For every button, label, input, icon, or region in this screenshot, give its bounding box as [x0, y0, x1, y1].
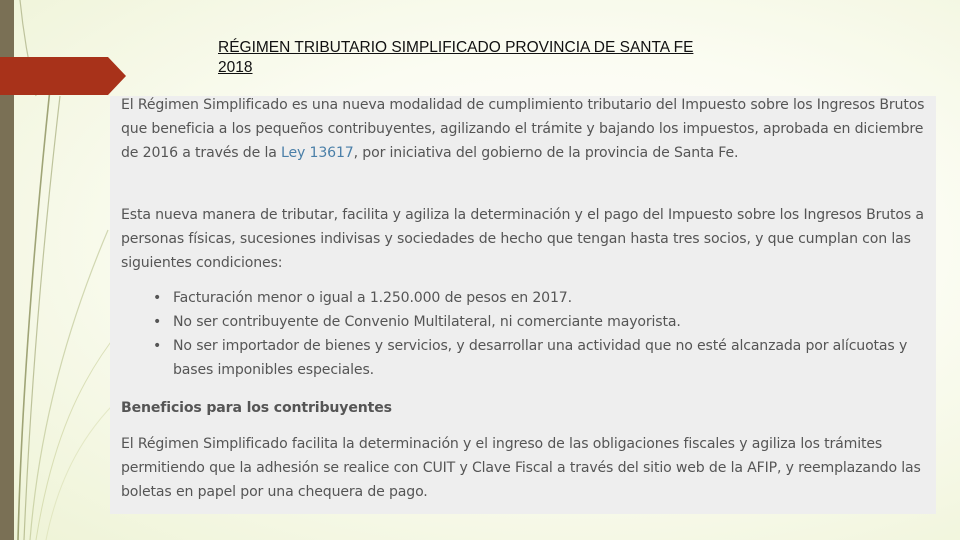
benefits-heading: Beneficios para los contribuyentes	[121, 400, 392, 416]
intro-text-start: El Régimen Simplificado es una nueva modalidad de cumplimiento tributario del Impuesto sobre los Ingresos Brutos que beneficia a los pequeños contribuyentes, agilizando el trámite y bajando los impuestos, aprobada en diciembre de 2016 a través de la	[121, 97, 925, 161]
content-panel	[110, 96, 936, 514]
intro-paragraph	[121, 93, 926, 165]
intro-text-end: , por iniciativa del gobierno de la provincia de Santa Fe.	[353, 145, 739, 161]
list-item: • No ser contribuyente de Convenio Multilateral, ni comerciante mayorista.	[173, 310, 926, 334]
law-link[interactable]: Ley 13617	[281, 145, 354, 161]
list-item: • No ser importador de bienes y servicios, y desarrollar una actividad que no esté alcanzada por alícuotas y bases imponibles especiales.	[173, 334, 926, 382]
conditions-intro-paragraph: Esta nueva manera de tributar, facilita y agiliza la determinación y el pago del Impuesto sobre los Ingresos Brutos a personas físicas, sucesiones indivisas y sociedades de hecho que tengan hasta tres socios, y que cumplan con las siguientes condiciones:	[121, 207, 924, 271]
list-item: • Facturación menor o igual a 1.250.000 de pesos en 2017.	[173, 286, 926, 310]
title-line-2: 2018	[218, 59, 253, 76]
conditions-list	[121, 286, 926, 382]
title-line-1: RÉGIMEN TRIBUTARIO SIMPLIFICADO PROVINCIA DE SANTA FE	[218, 39, 694, 56]
benefits-paragraph: El Régimen Simplificado facilita la determinación y el ingreso de las obligaciones fiscales y agiliza los trámites permitiendo que la adhesión se realice con CUIT y Clave Fiscal a través del sitio web de la AFIP, y reemplazando las boletas en papel por una chequera de pago.	[121, 436, 921, 500]
slide-title	[218, 38, 818, 78]
arrow-tab-shape	[0, 57, 126, 95]
